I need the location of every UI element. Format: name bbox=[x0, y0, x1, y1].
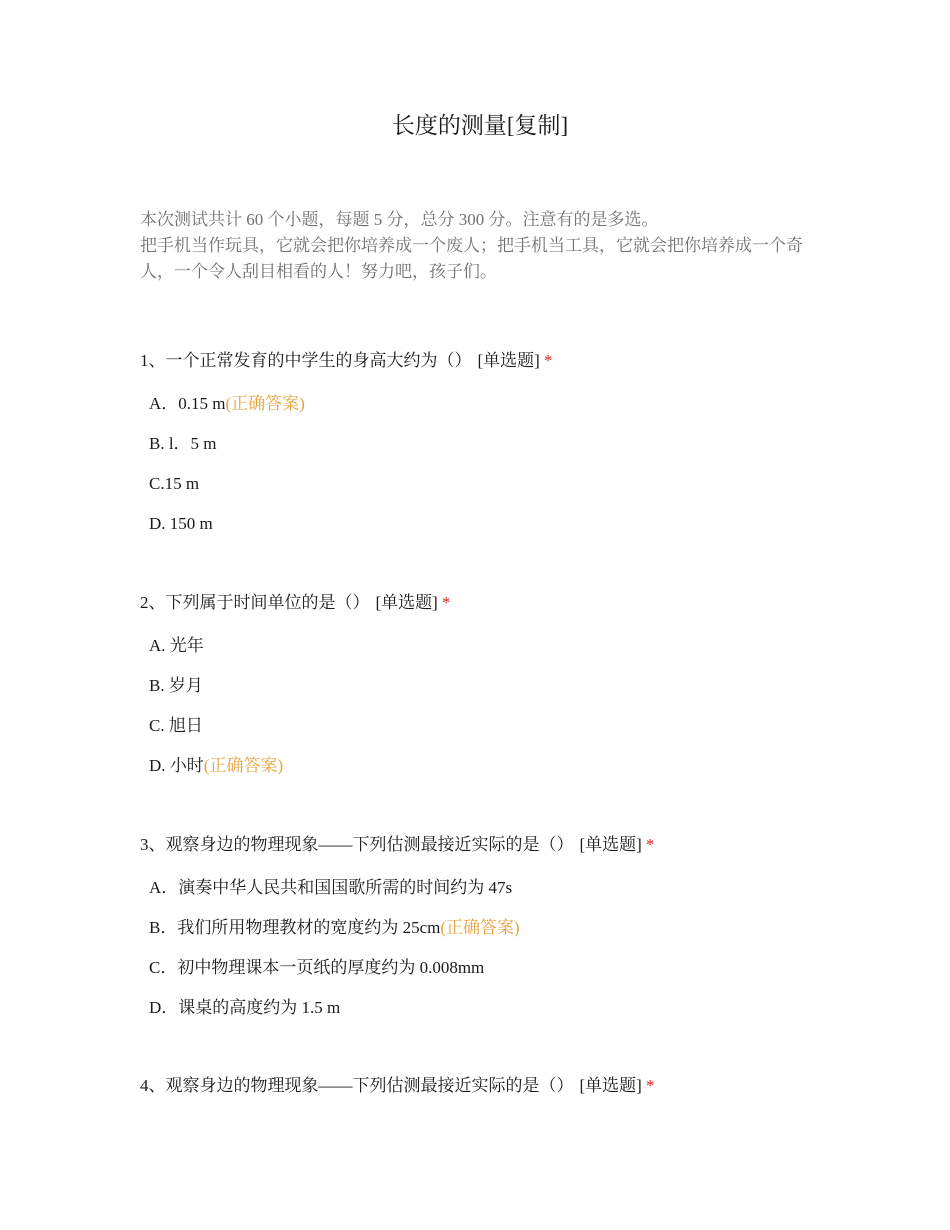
option-text: A．演奏中华人民共和国国歌所需的时间约为 47s bbox=[149, 878, 513, 897]
question-type: [单选题] bbox=[579, 1076, 642, 1095]
question-type: [单选题] bbox=[375, 593, 438, 612]
option-d[interactable] bbox=[149, 756, 840, 776]
question-title bbox=[140, 1073, 840, 1099]
question-text: 1、一个正常发育的中学生的身高大约为（） bbox=[140, 351, 472, 370]
correct-answer-label: (正确答案) bbox=[203, 756, 284, 775]
question-type: [单选题] bbox=[579, 835, 642, 854]
question-title bbox=[140, 832, 840, 858]
question-text: 3、观察身边的物理现象——下列估测最接近实际的是（） bbox=[140, 835, 574, 854]
option-list bbox=[149, 394, 840, 534]
option-b[interactable] bbox=[149, 918, 840, 938]
option-a[interactable] bbox=[149, 636, 840, 656]
option-list bbox=[149, 636, 840, 776]
option-text: C．初中物理课本一页纸的厚度约为 0.008mm bbox=[149, 958, 485, 977]
question-type: [单选题] bbox=[477, 351, 540, 370]
option-c[interactable] bbox=[149, 716, 840, 736]
option-c[interactable] bbox=[149, 958, 840, 978]
option-c[interactable] bbox=[149, 474, 840, 494]
question-2 bbox=[140, 590, 840, 796]
correct-answer-label: (正确答案) bbox=[440, 918, 520, 937]
option-d[interactable] bbox=[149, 998, 840, 1018]
required-mark: * bbox=[645, 1076, 655, 1095]
option-text: C.15 m bbox=[149, 474, 200, 493]
option-text: B. l．5 m bbox=[149, 434, 217, 453]
option-d[interactable] bbox=[149, 514, 840, 534]
question-3 bbox=[140, 832, 840, 1038]
option-text: D. 小时 bbox=[149, 756, 204, 775]
question-title bbox=[140, 590, 840, 616]
option-a[interactable] bbox=[149, 878, 840, 898]
option-b[interactable] bbox=[149, 434, 840, 454]
required-mark: * bbox=[543, 351, 553, 370]
option-b[interactable] bbox=[149, 676, 840, 696]
intro-text bbox=[140, 207, 820, 285]
option-text: B. 岁月 bbox=[149, 676, 203, 695]
question-text: 2、下列属于时间单位的是（） bbox=[140, 593, 370, 612]
option-a[interactable] bbox=[149, 394, 840, 414]
intro-line-2: 把手机当作玩具，它就会把你培养成一个废人；把手机当工具，它就会把你培养成一个奇人，一个令人刮目相看的人！努力吧，孩子们。 bbox=[140, 236, 803, 281]
option-text: D. 150 m bbox=[149, 514, 213, 533]
question-title bbox=[140, 348, 840, 374]
required-mark: * bbox=[645, 835, 655, 854]
correct-answer-label: (正确答案) bbox=[225, 394, 305, 413]
required-mark: * bbox=[441, 593, 451, 612]
intro-line-1: 本次测试共计 60 个小题，每题 5 分，总分 300 分。注意有的是多选。 bbox=[140, 210, 659, 229]
question-4 bbox=[140, 1073, 840, 1099]
page-title: 长度的测量[复制] bbox=[391, 113, 569, 138]
option-text: C. 旭日 bbox=[149, 716, 203, 735]
option-text: B．我们所用物理教材的宽度约为 25cm bbox=[149, 918, 441, 937]
option-list bbox=[149, 878, 840, 1018]
question-1 bbox=[140, 348, 840, 554]
option-text: D．课桌的高度约为 1.5 m bbox=[149, 998, 341, 1017]
option-text: A．0.15 m bbox=[149, 394, 226, 413]
option-text: A. 光年 bbox=[149, 636, 204, 655]
question-text: 4、观察身边的物理现象——下列估测最接近实际的是（） bbox=[140, 1076, 574, 1095]
